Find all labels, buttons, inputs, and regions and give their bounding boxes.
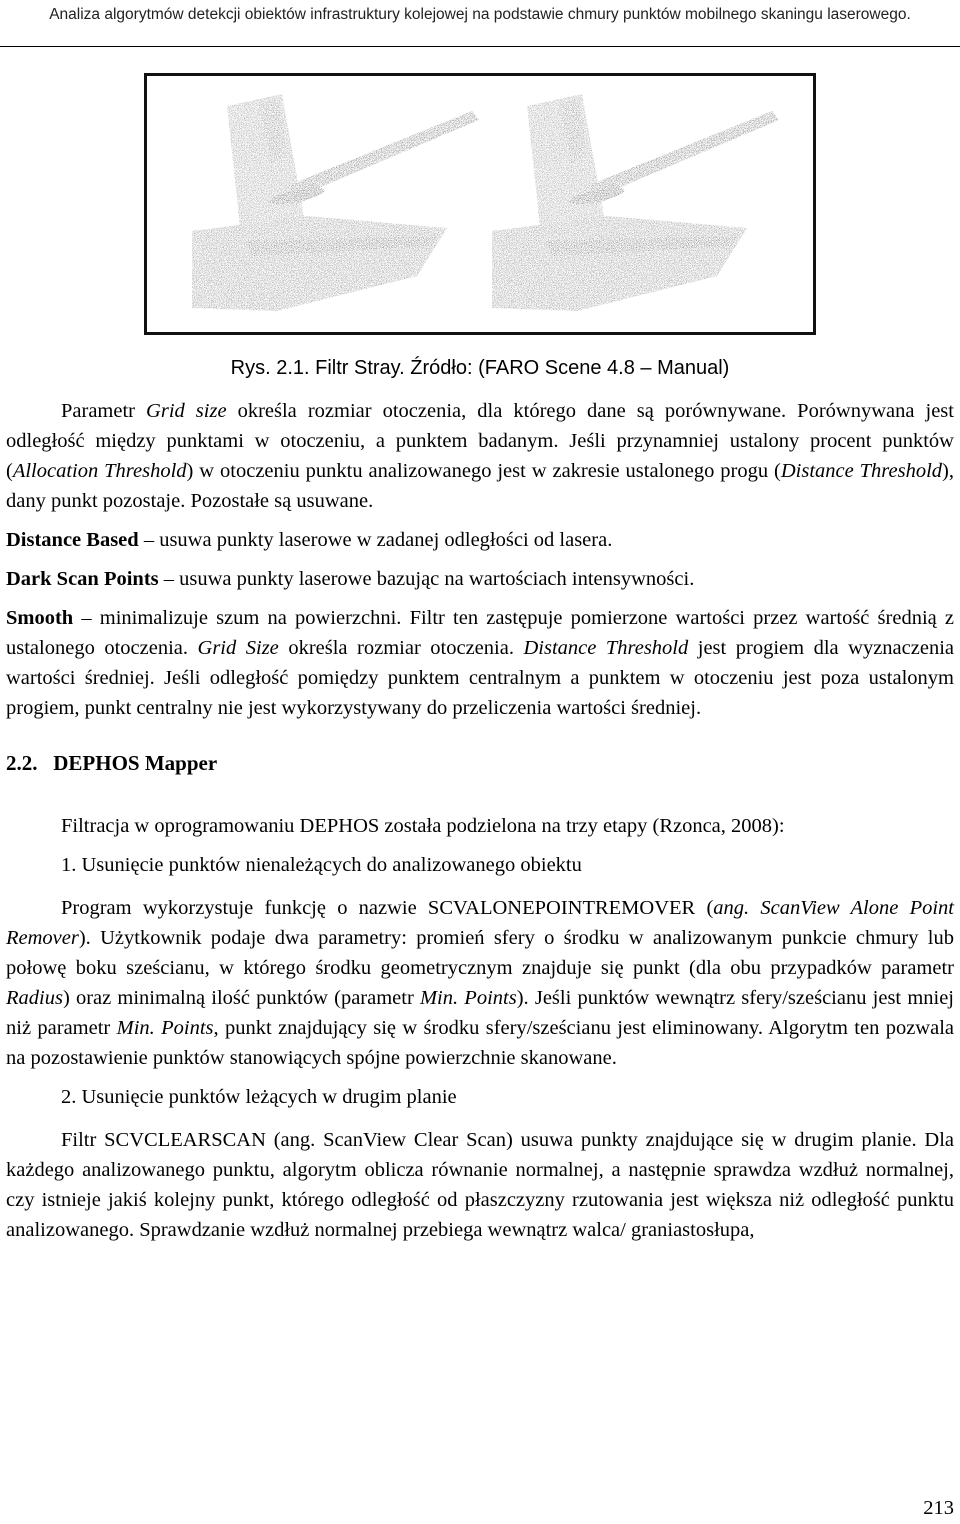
point-cloud-after bbox=[492, 94, 779, 311]
figure-caption: Rys. 2.1. Filtr Stray. Źródło: (FARO Scene 4.8 – Manual) bbox=[230, 357, 730, 379]
paragraph-dark-scan-points: Dark Scan Points – usuwa punkty laserowe bazując na wartościach intensywności. bbox=[6, 568, 695, 590]
section-number: 2.2. bbox=[6, 751, 38, 775]
italic-term: Distance Threshold bbox=[780, 460, 943, 482]
italic-term: Allocation Threshold bbox=[12, 460, 187, 482]
paragraph-alone-point-remover: Program wykorzystuje funkcję o nazwie SCVALONEPOINTREMOVER (ang. ScanView Alone Point Remover). Użytkownik podaje dwa parametry: promień sfery o środku w analizowanym punkcie chmury lub połowę boku sześcianu, w którego środku geometrycznym znajduje się punkt (dla obu przypadków parametr Radius) oraz minimalną ilość punktów (parametr Min. Points). Jeśli punktów wewnątrz sfery/sześcianu jest mniej niż parametr Min. Points, punkt znajdujący się w środku sfery/sześcianu jest eliminowany. Algorytm ten pozwala na pozostawienie punktów stanowiących spójne powierzchnie skanowane. bbox=[6, 897, 954, 1069]
italic-term: Grid Size bbox=[197, 637, 279, 659]
list-item-alone-points: 1. Usunięcie punktów nienależących do analizowanego obiektu bbox=[61, 854, 582, 876]
section-title: DEPHOS Mapper bbox=[53, 751, 218, 775]
section-heading bbox=[6, 748, 954, 778]
italic-term: Radius bbox=[6, 987, 63, 1009]
point-cloud-before bbox=[192, 94, 479, 311]
list-item-background-points: 2. Usunięcie punktów leżących w drugim planie bbox=[61, 1086, 457, 1108]
header-rule bbox=[0, 46, 960, 47]
body-text bbox=[6, 396, 954, 1254]
bold-term: Distance Based bbox=[6, 529, 139, 551]
running-title: Analiza algorytmów detekcji obiektów infrastruktury kolejowej na podstawie chmury punktów mobilnego skaningu laserowego. bbox=[49, 6, 911, 23]
paragraph-smooth: Smooth – minimalizuje szum na powierzchni. Filtr ten zastępuje pomierzone wartości przez wartość średnią z ustalonego otoczenia. Grid Size określa rozmiar otoczenia. Distance Threshold jest progiem dla wyznaczenia wartości średniej. Jeśli odległość pomiędzy punktem centralnym a punktem w otoczeniu jest poza ustalonym progiem, punkt centralny nie jest wykorzystywany do przeliczenia wartości średniej. bbox=[6, 607, 954, 719]
italic-term: Distance Threshold bbox=[523, 637, 689, 659]
paragraph-dephos-intro: Filtracja w oprogramowaniu DEPHOS została podzielona na trzy etapy (Rzonca, 2008): bbox=[61, 815, 785, 837]
page-number: 213 bbox=[923, 1497, 954, 1519]
paragraph-grid-size: Parametr Grid size określa rozmiar otoczenia, dla którego dane są porównywane. Porównywana jest odległość między punktami w otoczeniu, a punktem badanym. Jeśli przynamniej ustalony procent punktów (Allocation Threshold) w otoczeniu punktu analizowanego jest w zakresie ustalonego progu (Distance Threshold), dany punkt pozostaje. Pozostałe są usuwane. bbox=[6, 400, 954, 512]
running-header bbox=[40, 4, 920, 25]
bold-term: Smooth bbox=[6, 607, 74, 629]
paragraph-distance-based: Distance Based – usuwa punkty laserowe w zadanej odległości od lasera. bbox=[6, 529, 613, 551]
bold-term: Dark Scan Points bbox=[6, 568, 159, 590]
italic-term: ang. ScanView Alone Point Remover bbox=[6, 897, 954, 949]
point-cloud-illustration bbox=[147, 76, 813, 332]
italic-term: Grid size bbox=[146, 400, 227, 422]
paragraph-clear-scan: Filtr SCVCLEARSCAN (ang. ScanView Clear Scan) usuwa punkty znajdujące się w drugim planie. Dla każdego analizowanego punktu, algorytm oblicza równanie normalnej, a następnie sprawdza wzdłuż normalnej, czy istnieje jakiś kolejny punkt, którego odległość od płaszczyzny rzutowania jest większa niż odległość punktu analizowanego. Sprawdzanie wzdłuż normalnej przebiega wewnątrz walca/ graniastosłupa, bbox=[6, 1129, 954, 1241]
italic-term: Min. Points bbox=[116, 1017, 214, 1039]
italic-term: Min. Points bbox=[419, 987, 517, 1009]
figure-stray-filter bbox=[144, 73, 816, 335]
